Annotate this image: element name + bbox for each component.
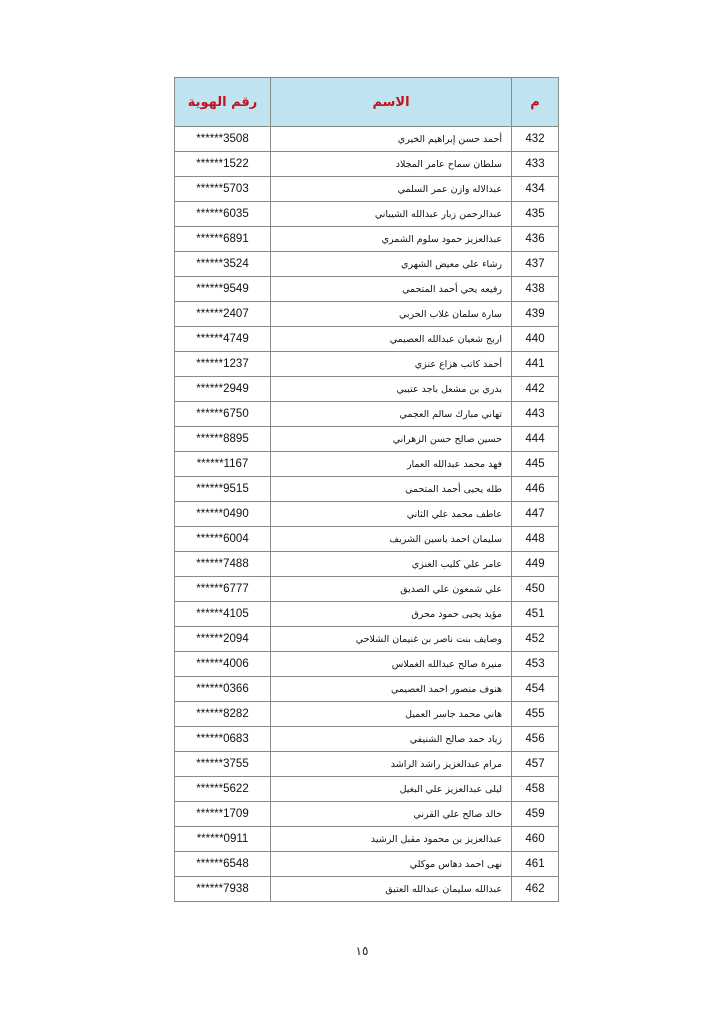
name-cell: عبدالاله وازن عمر السلمي	[271, 177, 512, 202]
id-number-cell: ******2094	[175, 627, 271, 652]
table-row	[175, 652, 559, 677]
id-number-cell: ******6035	[175, 202, 271, 227]
id-number-cell: ******2949	[175, 377, 271, 402]
name-cell: تهاني مبارك سالم العجمي	[271, 402, 512, 427]
id-number-cell: ******0490	[175, 502, 271, 527]
table-row	[175, 477, 559, 502]
serial-number-cell: 450	[512, 577, 559, 602]
table-row	[175, 802, 559, 827]
serial-number-cell: 446	[512, 477, 559, 502]
table-row	[175, 202, 559, 227]
name-cell: اريج شعيان عبدالله العصيمي	[271, 327, 512, 352]
table-row	[175, 877, 559, 902]
table-row	[175, 677, 559, 702]
serial-number-cell: 461	[512, 852, 559, 877]
header-name: الاسم	[271, 78, 512, 127]
table-row	[175, 827, 559, 852]
header-row	[175, 78, 559, 127]
table-row	[175, 427, 559, 452]
id-number-cell: ******6891	[175, 227, 271, 252]
serial-number-cell: 460	[512, 827, 559, 852]
names-table	[174, 77, 559, 902]
serial-number-cell: 457	[512, 752, 559, 777]
id-number-cell: ******4105	[175, 602, 271, 627]
id-number-cell: ******8282	[175, 702, 271, 727]
table-header	[175, 78, 559, 127]
name-cell: هاني محمد جاسر العميل	[271, 702, 512, 727]
header-serial-number: م	[512, 78, 559, 127]
table-row	[175, 602, 559, 627]
name-cell: عبدالله سليمان عبدالله العتيق	[271, 877, 512, 902]
table-row	[175, 377, 559, 402]
table-row	[175, 277, 559, 302]
serial-number-cell: 462	[512, 877, 559, 902]
name-cell: منيرة صالح عبدالله الغملاس	[271, 652, 512, 677]
serial-number-cell: 447	[512, 502, 559, 527]
id-number-cell: ******9515	[175, 477, 271, 502]
serial-number-cell: 441	[512, 352, 559, 377]
id-number-cell: ******3755	[175, 752, 271, 777]
id-number-cell: ******9549	[175, 277, 271, 302]
name-cell: رفيعه يحي أحمد المتحمي	[271, 277, 512, 302]
id-number-cell: ******1237	[175, 352, 271, 377]
table-row	[175, 302, 559, 327]
table-row	[175, 752, 559, 777]
id-number-cell: ******4006	[175, 652, 271, 677]
serial-number-cell: 455	[512, 702, 559, 727]
id-number-cell: ******8895	[175, 427, 271, 452]
serial-number-cell: 438	[512, 277, 559, 302]
serial-number-cell: 439	[512, 302, 559, 327]
serial-number-cell: 432	[512, 127, 559, 152]
table-row	[175, 152, 559, 177]
name-cell: وصايف بنت ناصر بن غنيمان الشلاحي	[271, 627, 512, 652]
serial-number-cell: 454	[512, 677, 559, 702]
table-row	[175, 252, 559, 277]
id-number-cell: ******0366	[175, 677, 271, 702]
name-cell: ليلى عبدالعزيز علي البغيل	[271, 777, 512, 802]
name-cell: هنوف منصور احمد العصيمي	[271, 677, 512, 702]
id-number-cell: ******6750	[175, 402, 271, 427]
id-number-cell: ******7488	[175, 552, 271, 577]
name-cell: عبدالعزيز حمود سلوم الشمري	[271, 227, 512, 252]
serial-number-cell: 444	[512, 427, 559, 452]
name-cell: بدري بن مشعل باجد عتيبي	[271, 377, 512, 402]
name-cell: سليمان احمد ياسين الشريف	[271, 527, 512, 552]
serial-number-cell: 442	[512, 377, 559, 402]
serial-number-cell: 458	[512, 777, 559, 802]
serial-number-cell: 433	[512, 152, 559, 177]
table-row	[175, 502, 559, 527]
name-cell: عامر علي كليب العنزي	[271, 552, 512, 577]
name-cell: سارة سلمان غلاب الحربي	[271, 302, 512, 327]
id-number-cell: ******6548	[175, 852, 271, 877]
page-number: ١٥	[355, 944, 369, 958]
serial-number-cell: 443	[512, 402, 559, 427]
name-cell: عاطف محمد علي الثاني	[271, 502, 512, 527]
table-row	[175, 452, 559, 477]
table-row	[175, 727, 559, 752]
table-row	[175, 527, 559, 552]
id-number-cell: ******3508	[175, 127, 271, 152]
serial-number-cell: 436	[512, 227, 559, 252]
table-row	[175, 227, 559, 252]
id-number-cell: ******7938	[175, 877, 271, 902]
serial-number-cell: 453	[512, 652, 559, 677]
serial-number-cell: 459	[512, 802, 559, 827]
id-number-cell: ******1167	[175, 452, 271, 477]
name-cell: رشاء علي معيض الشهري	[271, 252, 512, 277]
name-cell: طله يحيى أحمد المتحمي	[271, 477, 512, 502]
table-body	[175, 127, 559, 902]
name-cell: مؤيد يحيى حمود محرق	[271, 602, 512, 627]
header-id-number: رقم الهوية	[175, 78, 271, 127]
id-number-cell: ******5622	[175, 777, 271, 802]
serial-number-cell: 448	[512, 527, 559, 552]
serial-number-cell: 435	[512, 202, 559, 227]
serial-number-cell: 440	[512, 327, 559, 352]
id-number-cell: ******2407	[175, 302, 271, 327]
id-number-cell: ******6777	[175, 577, 271, 602]
serial-number-cell: 437	[512, 252, 559, 277]
serial-number-cell: 452	[512, 627, 559, 652]
id-number-cell: ******6004	[175, 527, 271, 552]
id-number-cell: ******1709	[175, 802, 271, 827]
name-cell: علي شمعون علي الصديق	[271, 577, 512, 602]
name-cell: أحمد كاتب هزاع عنزي	[271, 352, 512, 377]
table-row	[175, 352, 559, 377]
name-cell: فهد محمد عبدالله العمار	[271, 452, 512, 477]
table-row	[175, 327, 559, 352]
id-number-cell: ******0911	[175, 827, 271, 852]
id-number-cell: ******1522	[175, 152, 271, 177]
table-row	[175, 177, 559, 202]
serial-number-cell: 456	[512, 727, 559, 752]
table-row	[175, 127, 559, 152]
table-row	[175, 402, 559, 427]
id-number-cell: ******5703	[175, 177, 271, 202]
id-number-cell: ******0683	[175, 727, 271, 752]
table-row	[175, 702, 559, 727]
name-cell: مرام عبدالعزيز راشد الراشد	[271, 752, 512, 777]
name-cell: نهى احمد دهاس موكلي	[271, 852, 512, 877]
table-row	[175, 627, 559, 652]
serial-number-cell: 449	[512, 552, 559, 577]
table-row	[175, 577, 559, 602]
name-cell: أحمد حسن إبراهيم الخيري	[271, 127, 512, 152]
table-row	[175, 552, 559, 577]
name-cell: حسين صالح حسن الزهراني	[271, 427, 512, 452]
table-row	[175, 777, 559, 802]
name-cell: زياد حمد صالح الشنيفي	[271, 727, 512, 752]
name-cell: عبدالعزيز بن محمود مقبل الرشيد	[271, 827, 512, 852]
table-row	[175, 852, 559, 877]
name-cell: خالد صالح علي القرني	[271, 802, 512, 827]
name-cell: عبدالرحمن زبار عبدالله الشيباني	[271, 202, 512, 227]
serial-number-cell: 451	[512, 602, 559, 627]
id-number-cell: ******3524	[175, 252, 271, 277]
serial-number-cell: 445	[512, 452, 559, 477]
name-cell: سلطان سماح عامر المجلاد	[271, 152, 512, 177]
id-number-cell: ******4749	[175, 327, 271, 352]
serial-number-cell: 434	[512, 177, 559, 202]
